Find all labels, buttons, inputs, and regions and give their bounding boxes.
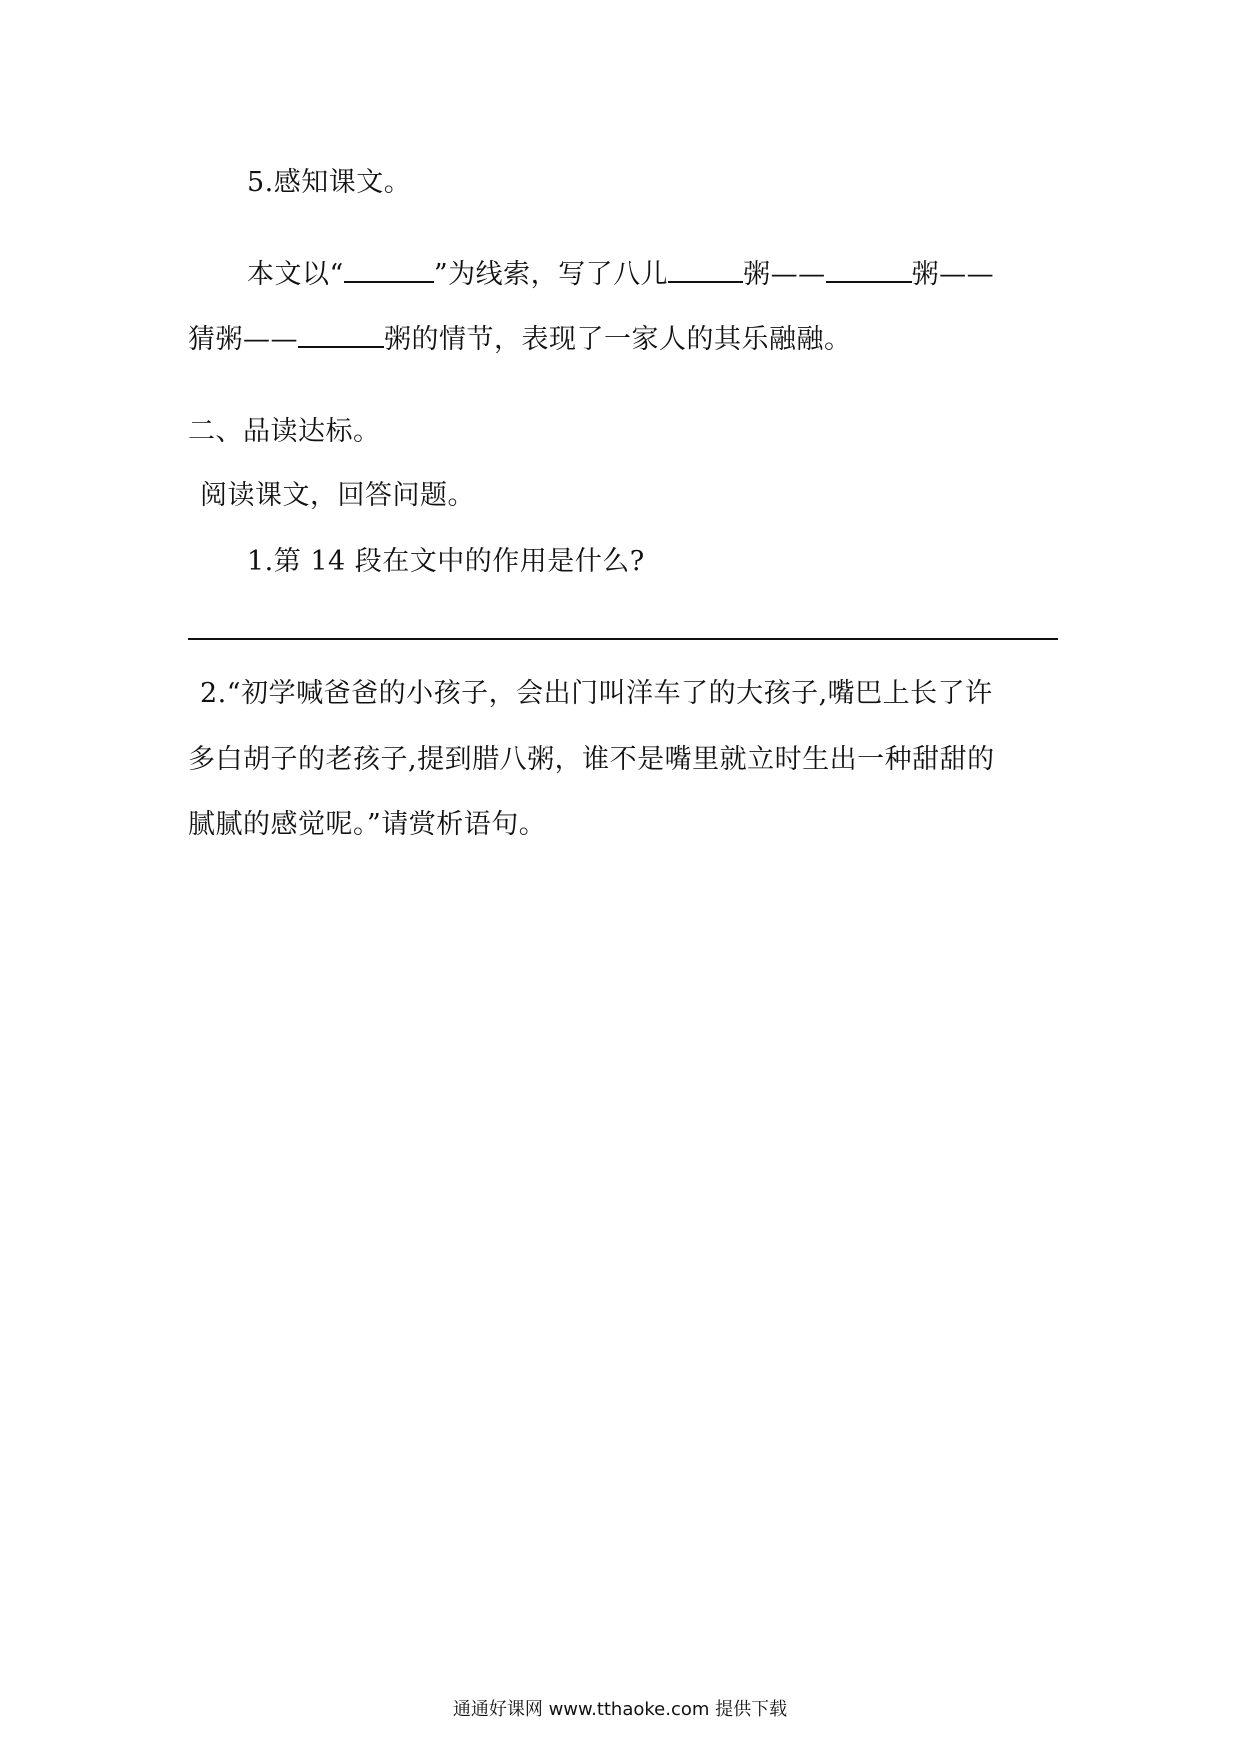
reading-instruction: 阅读课文，回答问题。	[200, 480, 475, 511]
question-2-line-1: 2.“初学喊爸爸的小孩子，会出门叫洋车了的大孩子,嘴巴上长了许	[200, 678, 993, 709]
footer-download-note: 通通好课网 www.tthaoke.com 提供下载	[452, 1699, 788, 1720]
section-2-heading: 二、品读达标。	[188, 416, 381, 447]
fill-blank-porridge-2[interactable]	[826, 259, 912, 283]
section-5-paragraph-line-2	[188, 320, 852, 360]
section-5-heading: 5.感知课文。	[247, 167, 412, 198]
fill-blank-porridge-3[interactable]	[298, 324, 384, 348]
section-5-paragraph-line-1	[247, 255, 994, 295]
paragraph-text: 猜粥——	[188, 324, 298, 355]
question-1: 1.第 14 段在文中的作用是什么?	[247, 546, 645, 577]
paragraph-text: 粥——	[911, 259, 995, 290]
answer-line-q1[interactable]	[188, 638, 1058, 640]
question-2-line-2: 多白胡子的老孩子,提到腊八粥，谁不是嘴里就立时生出一种甜甜的	[188, 744, 995, 775]
fill-blank-clue[interactable]	[344, 259, 434, 283]
fill-blank-porridge-1[interactable]	[668, 259, 743, 283]
paragraph-text: ”为线索，写了八儿	[433, 259, 669, 290]
paragraph-text: 粥——	[743, 259, 826, 290]
paragraph-text: 粥的情节，表现了一家人的其乐融融。	[384, 324, 852, 355]
question-2-line-3: 腻腻的感觉呢。”请赏析语句。	[188, 809, 547, 840]
paragraph-text: 本文以“	[247, 259, 344, 290]
